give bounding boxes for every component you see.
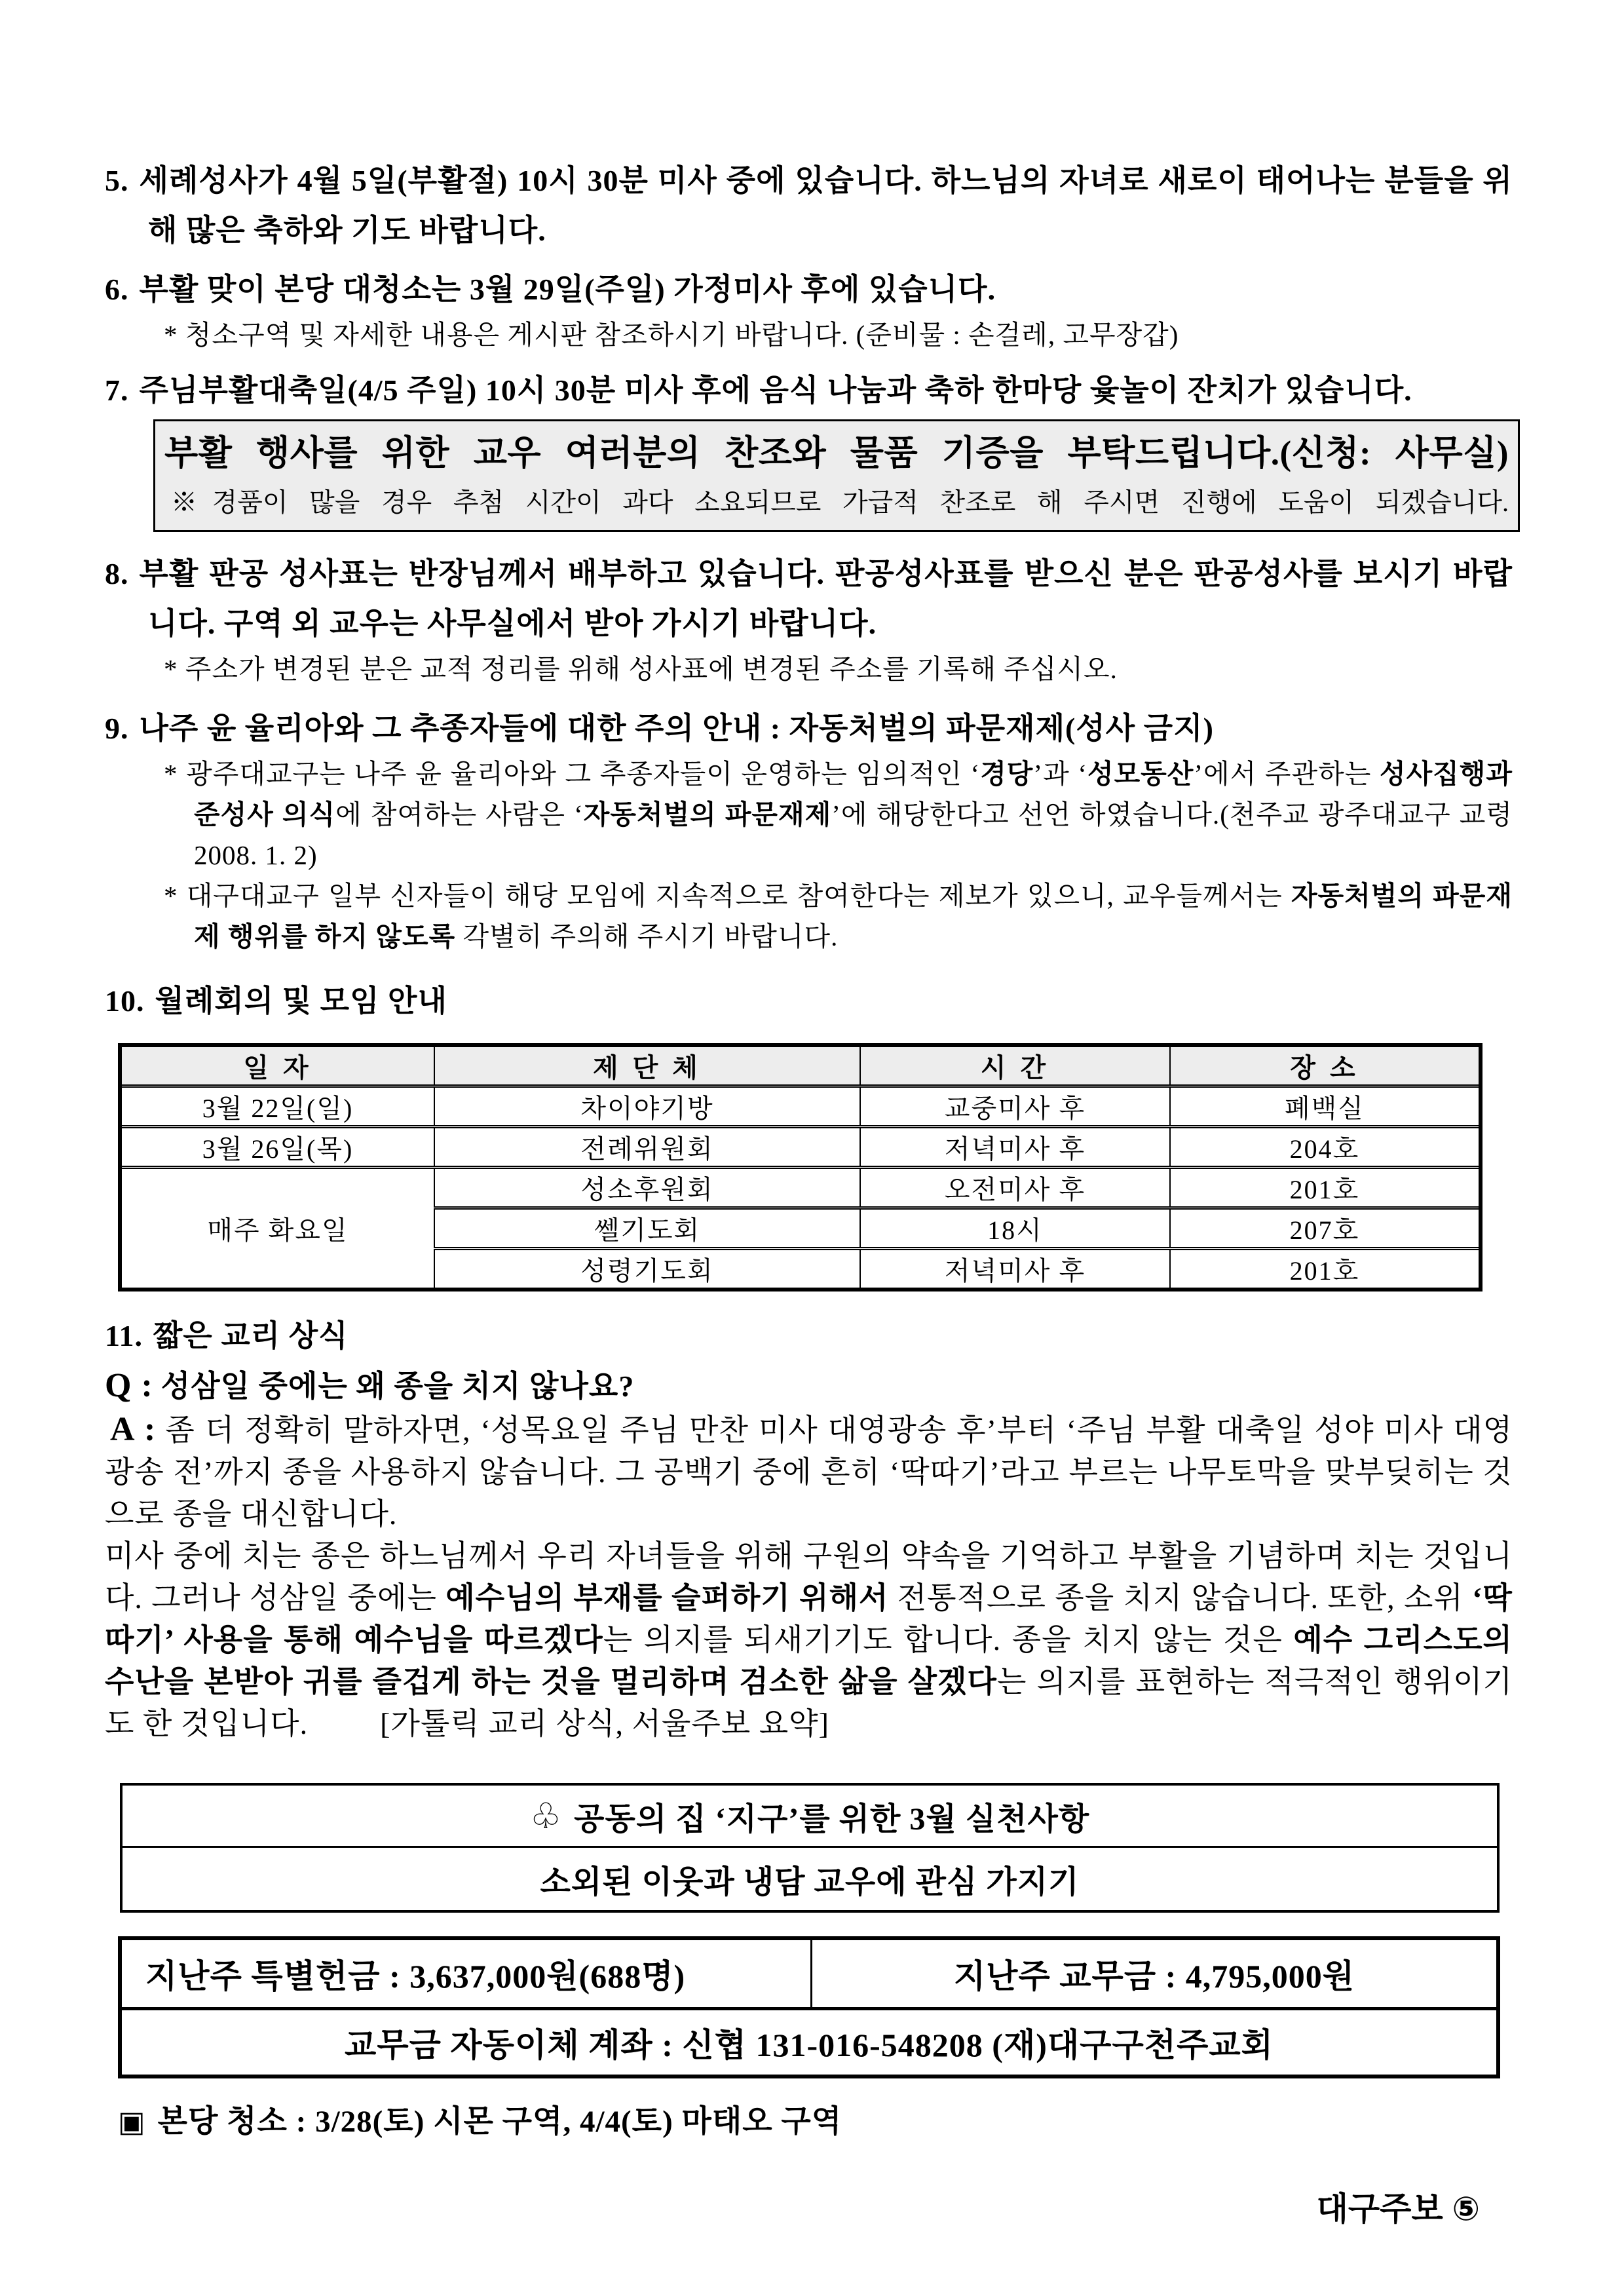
item-11-text: 짧은 교리 상식 (153, 1319, 349, 1352)
catechism-answer-2 (105, 1535, 1513, 1745)
catechism-answer-1 (105, 1409, 1513, 1535)
donation-request-box (153, 419, 1520, 532)
note-2-seg: * 대구대교구 일부 신자들이 해당 모임에 지속적으로 참여한다는 제보가 있으니, 교우들께서는 (164, 881, 1291, 911)
item-5-number: 5. (105, 164, 129, 197)
note-1-seg-bold: 경당 (980, 759, 1034, 789)
note-1-seg: ’에 해당한다고 선언 하였습니다.(천주교 광주대교구 교령 2008. 1. 2) (194, 799, 1513, 870)
donation-request-note: ※경품이 많을 경우 추첨 시간이 과다 소요되므로 가급적 찬조로 해 주시면 진행에 도움이 되겠습니다. (171, 488, 1509, 517)
item-5 (105, 156, 1513, 256)
cell-time: 저녁미사 후 (860, 1249, 1170, 1290)
item-10-number: 10. (105, 984, 145, 1018)
cell-place: 201호 (1170, 1249, 1481, 1290)
item-7-text: 주님부활대축일(4/5 주일) 10시 30분 미사 후에 음식 나눔과 축하 한마당 윷놀이 잔치가 있습니다. (139, 373, 1412, 407)
note-1-seg-bold: 성사집행과 준성사 의식 (194, 759, 1513, 830)
cleaning-text: 본당 청소 : 3/28(토) 시몬 구역, 4/4(토) 마태오 구역 (157, 2105, 842, 2139)
catechism-question (105, 1364, 1513, 1409)
note-1-seg: 에 참여하는 사람은 ‘ (335, 799, 584, 830)
practice-content-row (123, 1848, 1497, 1910)
square-bullet-icon: ▣ (118, 2106, 146, 2138)
note-1-seg-bold: 자동처벌의 파문재제 (583, 799, 832, 830)
header-place: 장 소 (1170, 1045, 1481, 1086)
a2-seg: 는 의지를 표현하는 적극적인 행위이기도 한 것입니다. (105, 1665, 1513, 1740)
header-time: 시 간 (860, 1045, 1170, 1086)
cell-org: 성령기도회 (434, 1249, 860, 1290)
cell-place: 204호 (1170, 1127, 1481, 1168)
practice-title: 공동의 집 ‘지구’를 위한 3월 실천사항 (574, 1801, 1090, 1837)
note-1-seg: ’과 ‘ (1033, 759, 1087, 789)
cell-time: 교중미사 후 (860, 1086, 1170, 1127)
note-1-seg-bold: 성모동산 (1087, 759, 1194, 789)
q-text: 성삼일 중에는 왜 종을 치지 않나요? (161, 1369, 635, 1403)
practice-content: 소외된 이웃과 냉담 교우에 관심 가지기 (540, 1865, 1080, 1900)
offering-top-row (122, 1940, 1496, 2010)
page-footer: 대구주보 ⑤ (1316, 2191, 1480, 2227)
q-label: Q : (105, 1367, 153, 1404)
cell-place: 207호 (1170, 1208, 1481, 1249)
meeting-schedule-table (118, 1043, 1482, 1292)
item-6-text: 부활 맞이 본당 대청소는 3월 29일(주일) 가정미사 후에 있습니다. (139, 273, 996, 306)
item-11 (105, 1311, 1513, 1361)
practice-title-row (123, 1786, 1497, 1848)
cell-time: 18시 (860, 1208, 1170, 1249)
table-row (120, 1168, 1481, 1208)
item-9 (105, 704, 1513, 754)
a2-source-citation: [가톨릭 교리 상식, 서울주보 요약] (380, 1707, 829, 1740)
cell-time: 저녁미사 후 (860, 1127, 1170, 1168)
cell-time: 오전미사 후 (860, 1168, 1170, 1208)
item-9-note-2 (164, 875, 1513, 957)
table-row (120, 1127, 1481, 1168)
a2-seg-bold: 예수 그리스도의 수난을 본받아 귀를 즐겁게 하는 것을 멀리하며 검소한 삶을 살겠다 (105, 1623, 1513, 1698)
offering-summary-box (118, 1936, 1500, 2078)
note-2-seg: 각별히 주의해 주시기 바랍니다. (455, 921, 839, 951)
a2-seg: 는 의지를 되새기기도 합니다. 종을 치지 않는 것은 (603, 1623, 1294, 1656)
weekly-offering: 지난주 교무금 : 4,795,000원 (810, 1940, 1496, 2007)
item-6-number: 6. (105, 273, 129, 306)
note-2-seg-bold: 자동처벌의 파문재제 행위를 하지 않도록 (194, 881, 1513, 951)
a2-seg: 미사 중에 치는 종은 하느님께서 우리 자녀들을 위해 구원의 약속을 기억하고 부활을 기념하며 치는 것입니다. 그러나 성삼일 중에는 (105, 1539, 1513, 1615)
cell-date: 3월 26일(목) (120, 1127, 434, 1168)
donation-request-title: 부활 행사를 위한 교우 여러분의 찬조와 물품 기증을 부탁드립니다.(신청: 사무실) (164, 434, 1509, 472)
cleaning-notice (118, 2097, 1513, 2141)
note-1-seg: ’에서 주관하는 (1194, 759, 1380, 789)
a1-text: 좀 더 정확히 말하자면, ‘성목요일 주님 만찬 미사 대영광송 후’부터 ‘주님 부활 대축일 성야 미사 대영광송 전’까지 종을 사용하지 않습니다. 그 공백기 중에 흔히 ‘딱따기’라고 부르는 나무토막을 맞부딪히는 것으로 종을 대신합니다. (105, 1413, 1513, 1531)
item-8-text: 부활 판공 성사표는 반장님께서 배부하고 있습니다. 판공성사표를 받으신 분은 판공성사를 보시기 바랍니다. 구역 외 교우는 사무실에서 받아 가시기 바랍니다. (139, 557, 1513, 640)
item-11-number: 11. (105, 1319, 143, 1352)
a-label: A : (110, 1411, 157, 1448)
item-9-note-1 (164, 754, 1513, 875)
item-8 (105, 549, 1513, 649)
table-header-row (120, 1045, 1481, 1086)
cell-org: 성소후원회 (434, 1168, 860, 1208)
monthly-practice-box (120, 1783, 1500, 1913)
item-7 (105, 366, 1513, 415)
item-9-number: 9. (105, 712, 129, 745)
cell-place: 201호 (1170, 1168, 1481, 1208)
cell-org: 차이야기방 (434, 1086, 860, 1127)
special-offering: 지난주 특별헌금 : 3,637,000원(688명) (145, 1958, 686, 1995)
cell-org: 전례위원회 (434, 1127, 860, 1168)
a2-seg-bold: 예수님의 부재를 슬퍼하기 위해서 (445, 1581, 889, 1615)
offering-account: 교무금 자동이체 계좌 : 신협 131-016-548208 (재)대구구천주교회 (345, 2027, 1274, 2063)
item-10 (105, 976, 1513, 1026)
cell-date: 3월 22일(일) (120, 1086, 434, 1127)
cell-org: 쎌기도회 (434, 1208, 860, 1249)
a2-seg: 전통적으로 종을 치지 않습니다. 또한, 소위 (888, 1581, 1473, 1615)
header-organization: 제 단 체 (434, 1045, 860, 1086)
cell-date-merged: 매주 화요일 (120, 1168, 434, 1290)
item-7-number: 7. (105, 373, 129, 407)
item-8-note: * 주소가 변경된 분은 교적 정리를 위해 성사표에 변경된 주소를 기록해 주십시오. (164, 654, 1118, 684)
a2-seg-bold: ‘딱따기’ 사용을 통해 예수님을 따르겠다 (105, 1581, 1513, 1656)
item-6 (105, 265, 1513, 315)
item-9-text: 나주 윤 율리아와 그 추종자들에 대한 주의 안내 : 자동처벌의 파문재제(성사 금지) (139, 712, 1214, 745)
item-5-text: 세례성사가 4월 5일(부활절) 10시 30분 미사 중에 있습니다. 하느님의 자녀로 새로이 태어나는 분들을 위해 많은 축하와 기도 바랍니다. (139, 164, 1513, 247)
item-10-text: 월례회의 및 모임 안내 (155, 984, 447, 1018)
item-6-note: * 청소구역 및 자세한 내용은 게시판 참조하시기 바랍니다. (준비물 : 손걸레, 고무장갑) (164, 320, 1179, 350)
clover-icon: ♧ (529, 1796, 563, 1836)
table-row (120, 1086, 1481, 1127)
header-date: 일 자 (120, 1045, 434, 1086)
note-1-seg: * 광주대교구는 나주 윤 율리아와 그 추종자들이 운영하는 임의적인 ‘ (164, 759, 981, 789)
cell-place: 폐백실 (1170, 1086, 1481, 1127)
item-8-number: 8. (105, 557, 129, 590)
